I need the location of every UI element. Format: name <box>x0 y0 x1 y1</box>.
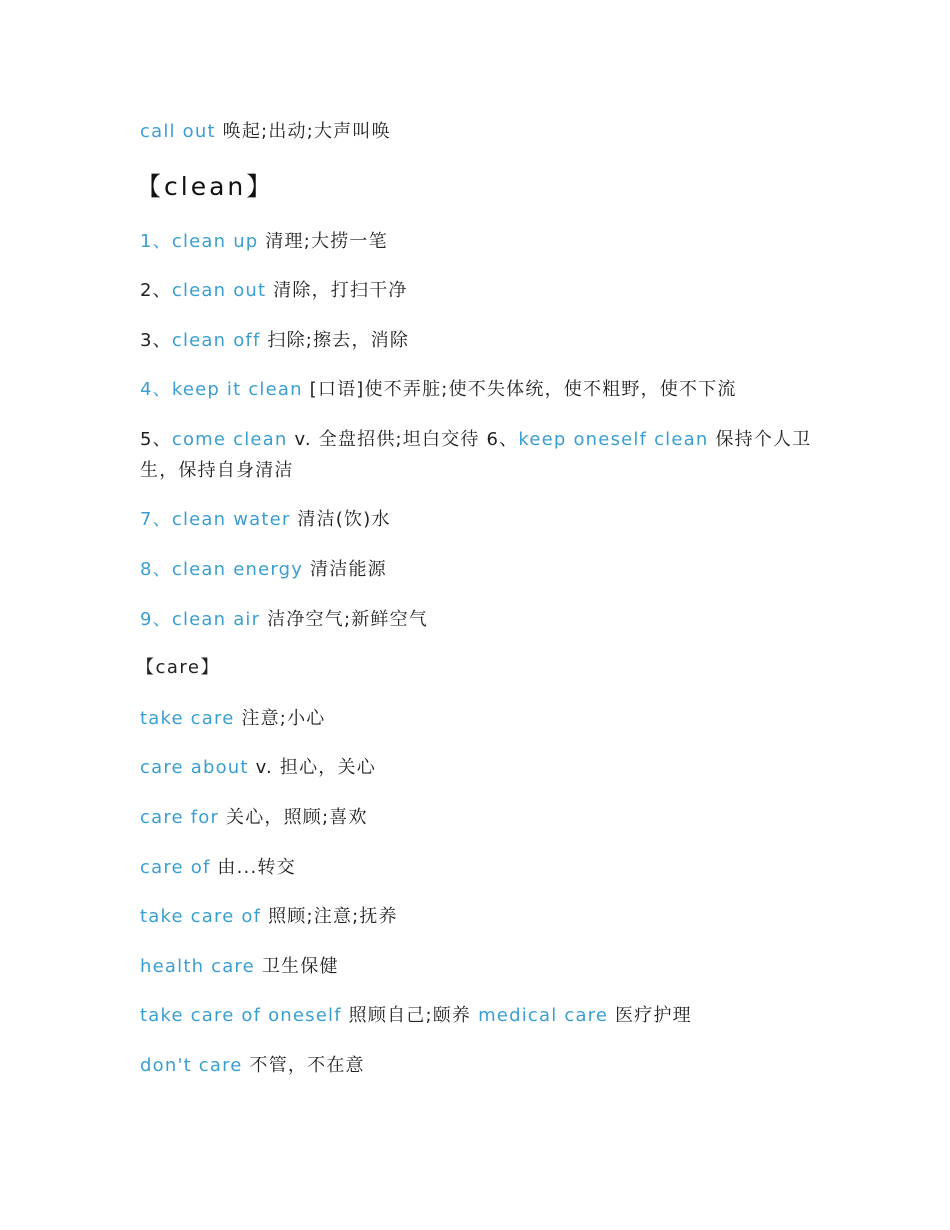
entry-number: 6、 <box>486 429 519 450</box>
section-heading-care: 【care】 <box>136 657 221 678</box>
entry-definition: v. 担心，关心 <box>255 757 376 778</box>
entry-take-care <box>140 703 820 734</box>
entry-definition: 卫生保健 <box>261 956 339 977</box>
entry-term: keep oneself clean <box>518 429 709 450</box>
entry-clean-8 <box>140 554 820 585</box>
entry-definition: 清洁(饮)水 <box>297 509 391 530</box>
entry-number: 9、 <box>140 609 172 630</box>
entry-definition: 照顾自己;颐养 <box>348 1005 472 1026</box>
entry-term: clean out <box>171 280 267 301</box>
entry-definition: 清洁能源 <box>310 559 387 580</box>
entry-number: 7、 <box>140 509 172 530</box>
entry-definition: 唤起;出动;大声叫唤 <box>222 121 391 142</box>
entry-clean-9 <box>140 604 820 635</box>
entry-term: clean off <box>171 330 261 351</box>
entry-number: 1、 <box>140 231 172 252</box>
entry-term: medical care <box>478 1005 609 1026</box>
entry-clean-7 <box>140 504 820 535</box>
entry-dont-care <box>140 1050 820 1081</box>
entry-clean-3 <box>140 325 820 356</box>
entry-clean-1 <box>140 226 820 257</box>
entry-call-out <box>140 116 820 147</box>
entry-clean-2 <box>140 275 820 306</box>
entry-number: 8、 <box>140 559 172 580</box>
entry-definition: 关心，照顾;喜欢 <box>226 807 368 828</box>
entry-term: come clean <box>171 429 288 450</box>
entry-term: care of <box>140 857 211 878</box>
entry-definition: [口语]使不弄脏;使不失体统，使不粗野，使不下流 <box>309 379 737 400</box>
entry-definition: 由...转交 <box>217 857 296 878</box>
entry-term: clean energy <box>171 559 304 580</box>
entry-term: take care of <box>140 906 262 927</box>
entry-definition: 洁净空气;新鲜空气 <box>267 609 429 630</box>
entry-definition: 照顾;注意;抚养 <box>268 906 398 927</box>
entry-definition: v. 全盘招供;坦白交待 <box>294 429 480 450</box>
entry-definition: 清除，打扫干净 <box>273 280 408 301</box>
entry-number: 2、 <box>140 280 172 301</box>
entry-definition: 保持个人卫生，保持自身清洁 <box>140 429 812 481</box>
entry-definition: 清理;大捞一笔 <box>265 231 388 252</box>
entry-take-care-of <box>140 901 820 932</box>
entry-term: clean water <box>171 509 291 530</box>
entry-number: 3、 <box>140 330 172 351</box>
entry-term: care about <box>140 757 249 778</box>
entry-term: care for <box>140 807 220 828</box>
entry-term: clean air <box>171 609 261 630</box>
entry-care-for <box>140 802 820 833</box>
entry-definition: 扫除;擦去，消除 <box>267 330 410 351</box>
entry-term: don't care <box>140 1055 243 1076</box>
entry-take-care-of-oneself <box>140 1000 820 1031</box>
section-heading-clean: 【clean】 <box>136 172 275 201</box>
entry-number: 4、 <box>140 379 172 400</box>
entry-definition: 医疗护理 <box>615 1005 692 1026</box>
entry-term: health care <box>140 956 255 977</box>
entry-definition: 不管，不在意 <box>249 1055 365 1076</box>
entry-care-of <box>140 852 820 883</box>
entry-term: call out <box>140 121 216 142</box>
entry-term: take care of oneself <box>140 1005 342 1026</box>
entry-number: 5、 <box>140 429 172 450</box>
entry-term: take care <box>140 708 235 729</box>
entry-definition: 注意;小心 <box>241 708 326 729</box>
entry-term: clean up <box>171 231 259 252</box>
entry-clean-4 <box>140 374 820 405</box>
entry-term: keep it clean <box>171 379 303 400</box>
entry-care-about <box>140 752 820 783</box>
entry-clean-5-6 <box>140 424 820 486</box>
entry-health-care <box>140 951 820 982</box>
